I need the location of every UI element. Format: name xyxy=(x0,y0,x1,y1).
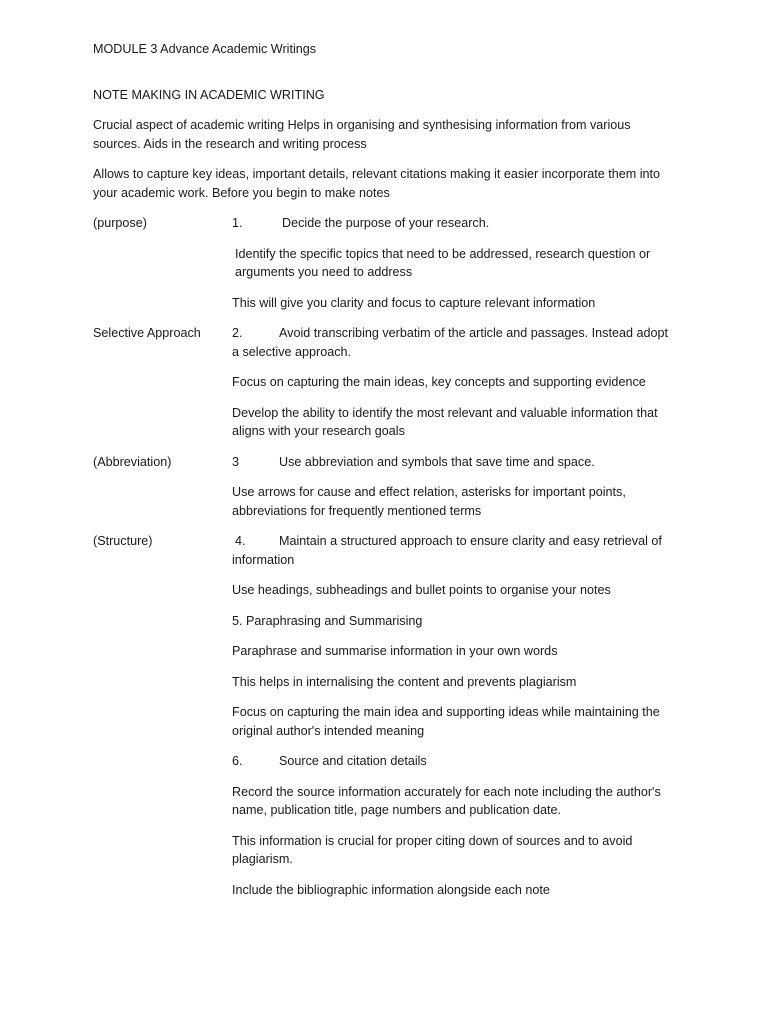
section-paraphrasing-point-2: This helps in internalising the content and prevents plagiarism xyxy=(232,674,577,689)
section-label-structure: (Structure) xyxy=(93,534,153,548)
section-purpose xyxy=(93,214,673,233)
document-page xyxy=(93,40,673,911)
section-selective-title xyxy=(232,324,673,361)
intro-paragraph-1: Crucial aspect of academic writing Helps in organising and synthesising information from various sources. Aids in the research and writing process xyxy=(93,118,631,151)
section-selective-point-1: Focus on capturing the main ideas, key concepts and supporting evidence xyxy=(232,375,646,389)
section-structure-title xyxy=(232,532,673,569)
section-paraphrasing-point-row xyxy=(93,642,673,661)
section-source xyxy=(93,752,673,771)
section-abbreviation-point-row xyxy=(93,483,673,520)
intro-paragraph-2: Allows to capture key ideas, important details, relevant citations making it easier incorporate them into your academic work. Before you begin to make notes xyxy=(93,167,660,200)
section-paraphrasing-row xyxy=(93,612,673,631)
section-structure-point-1: Use headings, subheadings and bullet points to organise your notes xyxy=(232,583,611,597)
section-source-point-row xyxy=(93,832,673,869)
section-label-selective: Selective Approach xyxy=(93,326,201,340)
section-paraphrasing-title: 5. Paraphrasing and Summarising xyxy=(232,613,423,628)
section-source-point-row xyxy=(93,881,673,900)
section-title: Use abbreviation and symbols that save time and space. xyxy=(279,454,595,469)
section-purpose-point-row xyxy=(93,245,673,282)
section-source-title xyxy=(232,752,673,771)
section-paraphrasing-point-3: Focus on capturing the main idea and supporting ideas while maintaining the original author's intended meaning xyxy=(232,705,660,738)
section-number: 2. xyxy=(232,326,243,340)
section-source-point-row xyxy=(93,783,673,820)
section-selective-point-2: Develop the ability to identify the most relevant and valuable information that aligns with your research goals xyxy=(232,405,658,438)
section-source-point-3: Include the bibliographic information alongside each note xyxy=(232,882,550,897)
page-heading: NOTE MAKING IN ACADEMIC WRITING xyxy=(93,87,325,102)
module-title: MODULE 3 Advance Academic Writings xyxy=(93,42,317,56)
section-abbreviation xyxy=(93,453,673,472)
section-paraphrasing-point-row xyxy=(93,673,673,692)
section-abbreviation-title xyxy=(232,453,673,472)
section-source-point-1: Record the source information accurately for each note including the author's name, publication title, page numbers and publication date. xyxy=(232,784,661,817)
section-paraphrasing-point-row xyxy=(93,703,673,740)
section-paraphrasing-point-1: Paraphrase and summarise information in your own words xyxy=(232,644,558,658)
section-label-purpose: (purpose) xyxy=(93,216,147,230)
section-label-abbreviation: (Abbreviation) xyxy=(93,454,172,469)
section-number: 4. xyxy=(235,534,246,548)
section-selective-point-row xyxy=(93,404,673,441)
section-title: Decide the purpose of your research. xyxy=(282,216,490,230)
section-title: Avoid transcribing verbatim of the article and passages. Instead adopt a selective approach. xyxy=(232,326,669,359)
section-source-point-2: This information is crucial for proper citing down of sources and to avoid plagiarism. xyxy=(232,833,633,866)
section-purpose-point-2: This will give you clarity and focus to capture relevant information xyxy=(232,295,596,310)
section-purpose-title xyxy=(232,214,673,233)
section-title: Source and citation details xyxy=(279,754,427,768)
section-abbreviation-point-1: Use arrows for cause and effect relation, asterisks for important points, abbreviations for frequently mentioned terms xyxy=(232,485,626,518)
section-purpose-point-row xyxy=(93,294,673,313)
section-purpose-point-1: Identify the specific topics that need to be addressed, research question or arguments you need to address xyxy=(235,246,651,279)
section-selective xyxy=(93,324,673,361)
section-title: Maintain a structured approach to ensure clarity and easy retrieval of information xyxy=(232,534,662,567)
section-selective-point-row xyxy=(93,373,673,392)
section-number: 1. xyxy=(232,216,243,230)
section-structure xyxy=(93,532,673,569)
section-structure-point-row xyxy=(93,581,673,600)
section-number: 6. xyxy=(232,754,243,768)
section-number: 3 xyxy=(232,454,240,469)
